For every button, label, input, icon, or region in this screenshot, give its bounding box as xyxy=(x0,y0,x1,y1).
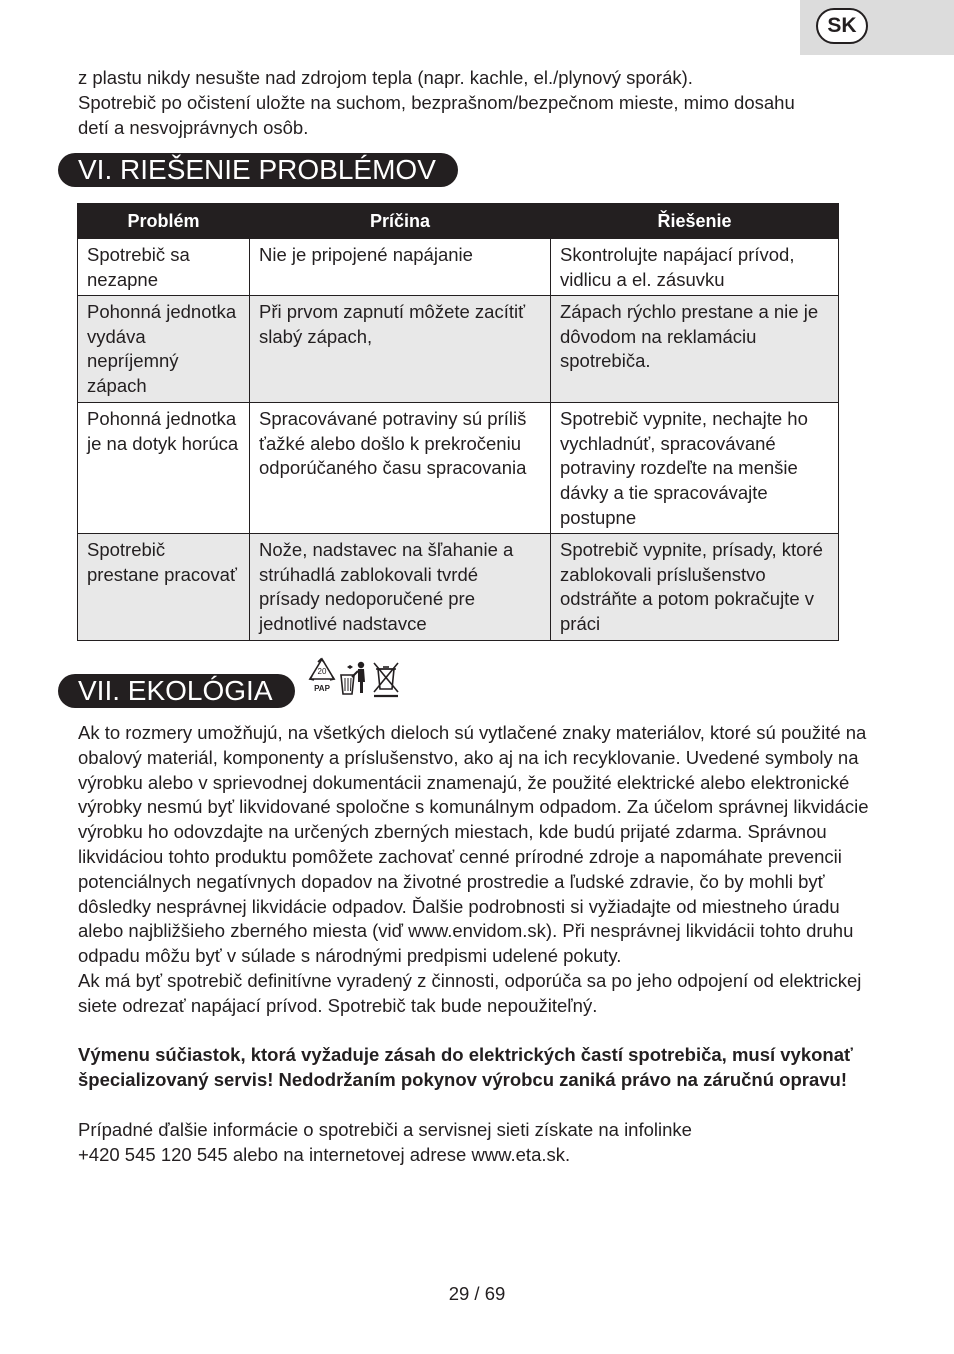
ecology-icons-svg xyxy=(308,657,403,699)
recycle-label: PAP xyxy=(314,684,330,693)
solution-cell: Skontrolujte napájací prívod, vidlicu a el. zásuvku xyxy=(551,239,839,296)
section-heading-ecology: VII. EKOLÓGIA xyxy=(58,674,295,708)
language-badge: SK xyxy=(816,8,868,44)
table-row xyxy=(78,403,839,534)
intro-line: Spotrebič po očistení uložte na suchom, bezprašnom/bezpečnom mieste, mimo dosahu xyxy=(78,91,795,113)
section-heading-troubleshooting: VI. RIEŠENIE PROBLÉMOV xyxy=(58,153,458,187)
service-warning: Výmenu súčiastok, ktorá vyžaduje zásah do elektrických častí spotrebiča, musí vykonať špecializovaný servis! Nedodržaním pokynov výrobcu zaniká právo na záručnú opravu! xyxy=(78,1044,853,1091)
intro-line: detí a nesvojprávnych osôb. xyxy=(78,116,309,138)
cause-cell: Spracovávané potraviny sú príliš ťažké alebo došlo k prekročeniu odporúčaného času spracovania xyxy=(250,403,551,534)
ecology-paragraph: Ak to rozmery umožňujú, na všetkých dieloch sú vytlačené znaky materiálov, ktoré sú použité na obalový materiál, komponenty a príslušenstvo, ako aj na ich recyklovanie. Uvedené symboly na výrobku alebo v sprievodnej dokumentácii znamenajú, že použité elektrické alebo elektronické výrobky nesmú byť likvidované spoločne s komunálnym odpadom. Za účelom správnej likvidácie výrobku ho odovzdajte na určených zberných miestach, kde budú prijaté zdarma. Správnou likvidáciou tohto produktu pomôžete zachovať cenné prírodné zdroje a napomáhate prevencii potenciálnych negatívnych dopadov na životné prostredie a ľudské zdravie, čo by mohli byť dôsledky nesprávnej likvidácie odpadov. Ďalšie podrobnosti si vyžiadajte od miestneho úradu alebo najbližšieho zberného miesta (viď www.envidom.sk). Při nesprávnej likvidácii tohto druhu odpadu môžu byť v súlade s národnými predpismi udelené pokuty. xyxy=(78,722,869,967)
crossed-out-bin-icon xyxy=(374,663,398,696)
cause-cell: Nie je pripojené napájanie xyxy=(250,239,551,296)
page-number: 29 / 69 xyxy=(448,1283,506,1304)
info-line: Prípadné ďalšie informácie o spotrebiči a servisnej sieti získate na infolinke xyxy=(78,1118,692,1140)
solution-cell: Zápach rýchlo prestane a nie je dôvodom na reklamáciu spotrebiča. xyxy=(551,296,839,403)
ecology-icons xyxy=(308,657,403,704)
tidyman-icon xyxy=(341,662,365,694)
cause-cell: Nože, nadstavec na šľahanie a strúhadlá zablokovali tvrdé prísady nedoporučené pre jednotlivé nadstavce xyxy=(250,534,551,641)
problem-cell: Pohonná jednotka je na dotyk horúca xyxy=(78,403,250,534)
column-header-problem: Problém xyxy=(78,204,250,239)
disposal-paragraph: Ak má byť spotrebič definitívne vyradený z činnosti, odporúča sa po jeho odpojení od elektrickej siete odrezať napájací prívod. Spotrebič tak bude nepoužiteľný. xyxy=(78,969,862,1016)
cause-cell: Při prvom zapnutí môžete zacítiť slabý zápach, xyxy=(250,296,551,403)
ecology-text xyxy=(78,721,886,1167)
table-row xyxy=(78,534,839,641)
recycle-number: 20 xyxy=(317,667,327,676)
problem-cell: Pohonná jednotka vydáva nepríjemný zápach xyxy=(78,296,250,403)
problem-cell: Spotrebič sa nezapne xyxy=(78,239,250,296)
solution-cell: Spotrebič vypnite, nechajte ho vychladnúť, spracovávané potraviny rozdeľte na menšie dávky a tie spracovávajte postupne xyxy=(551,403,839,534)
solution-cell: Spotrebič vypnite, prísady, ktoré zablokovali príslušenstvo odstráňte a potom pokračujte v práci xyxy=(551,534,839,641)
column-header-solution: Řiešenie xyxy=(551,204,839,239)
problem-cell: Spotrebič prestane pracovať xyxy=(78,534,250,641)
intro-line: z plastu nikdy nesušte nad zdrojom tepla (napr. kachle, el./plynový sporák). xyxy=(78,67,693,88)
troubleshooting-table xyxy=(77,203,839,641)
intro-text xyxy=(78,66,886,140)
info-line: +420 545 120 545 alebo na internetovej adrese www.eta.sk. xyxy=(78,1143,571,1165)
table-row xyxy=(78,296,839,403)
column-header-cause: Príčina xyxy=(250,204,551,239)
table-header-row xyxy=(78,204,839,239)
language-tab xyxy=(800,0,954,55)
table-row xyxy=(78,239,839,296)
